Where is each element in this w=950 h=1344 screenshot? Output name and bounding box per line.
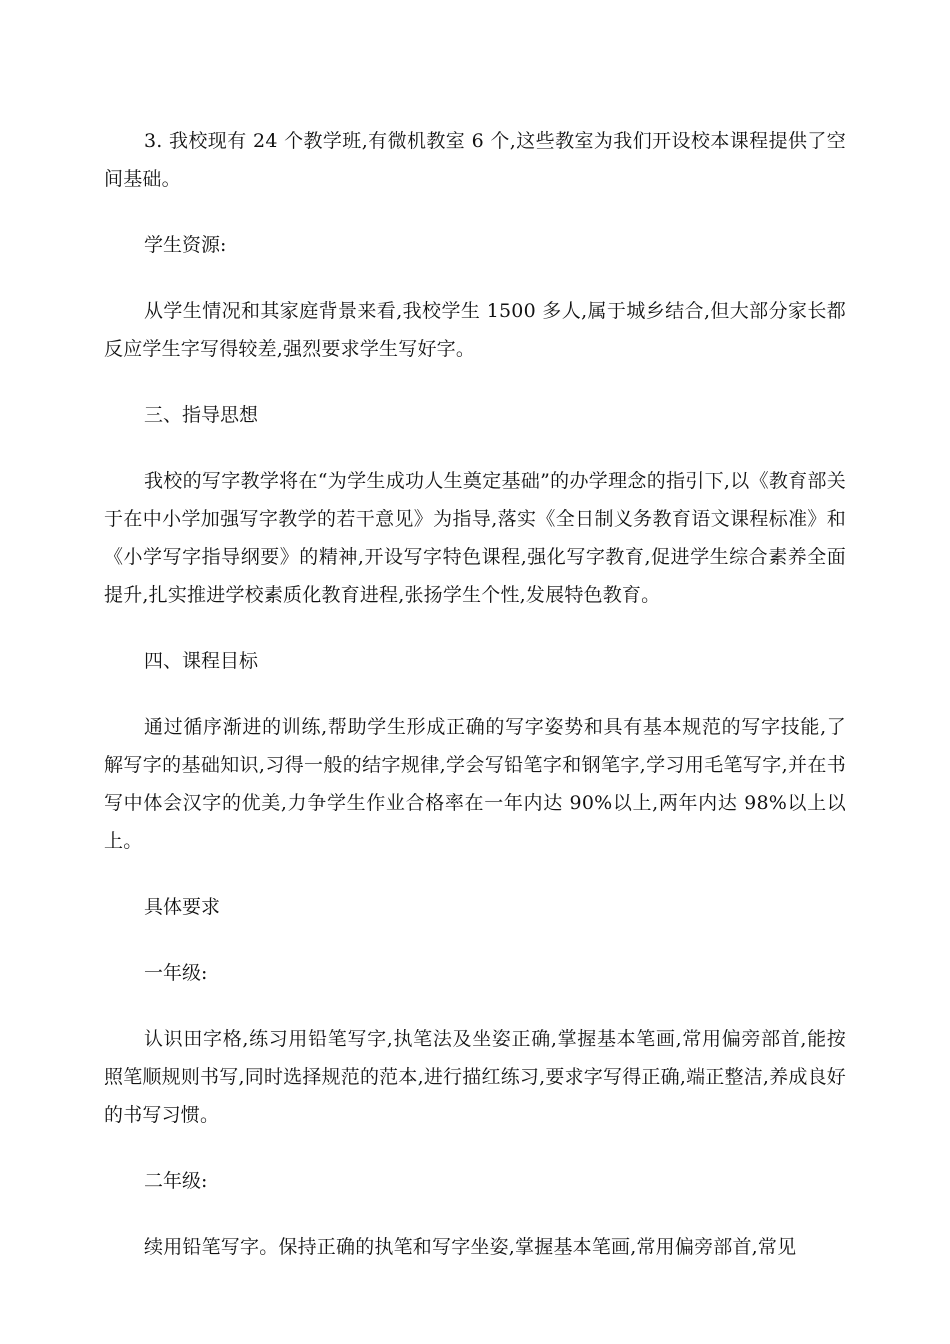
heading-grade-one: 一年级: [144,962,208,984]
paragraph-classrooms: 3. 我校现有 24 个教学班,有微机教室 6 个,这些教室为我们开设校本课程提供了空间基础。 [104,130,846,190]
heading-guiding-ideology: 三、指导思想 [144,404,259,426]
heading-student-resources: 学生资源: [144,234,227,256]
document-page [104,122,846,1266]
paragraph-course-goals: 通过循序渐进的训练,帮助学生形成正确的写字姿势和具有基本规范的写字技能,了解写字的基础知识,习得一般的结字规律,学会写铅笔字和钢笔字,学习用毛笔写字,并在书写中体会汉字的优美,力争学生作业合格率在一年内达 90%以上,两年内达 98%以上以上。 [104,716,846,852]
paragraph-student-background: 从学生情况和其家庭背景来看,我校学生 1500 多人,属于城乡结合,但大部分家长都反应学生字写得较差,强烈要求学生写好字。 [104,300,846,360]
heading-specific-requirements: 具体要求 [144,896,221,918]
heading-course-goals: 四、课程目标 [144,650,259,672]
paragraph-grade-two: 续用铅笔写字。保持正确的执笔和写字坐姿,掌握基本笔画,常用偏旁部首,常见 [144,1236,797,1258]
paragraph-grade-one: 认识田字格,练习用铅笔写字,执笔法及坐姿正确,掌握基本笔画,常用偏旁部首,能按照笔顺规则书写,同时选择规范的范本,进行描红练习,要求字写得正确,端正整洁,养成良好的书写习惯。 [104,1028,846,1126]
paragraph-guiding-ideology: 我校的写字教学将在“为学生成功人生奠定基础”的办学理念的指引下,以《教育部关于在中小学加强写字教学的若干意见》为指导,落实《全日制义务教育语文课程标准》和《小学写字指导纲要》的精神,开设写字特色课程,强化写字教育,促进学生综合素养全面提升,扎实推进学校素质化教育进程,张扬学生个性,发展特色教育。 [104,470,846,606]
heading-grade-two: 二年级: [144,1170,208,1192]
